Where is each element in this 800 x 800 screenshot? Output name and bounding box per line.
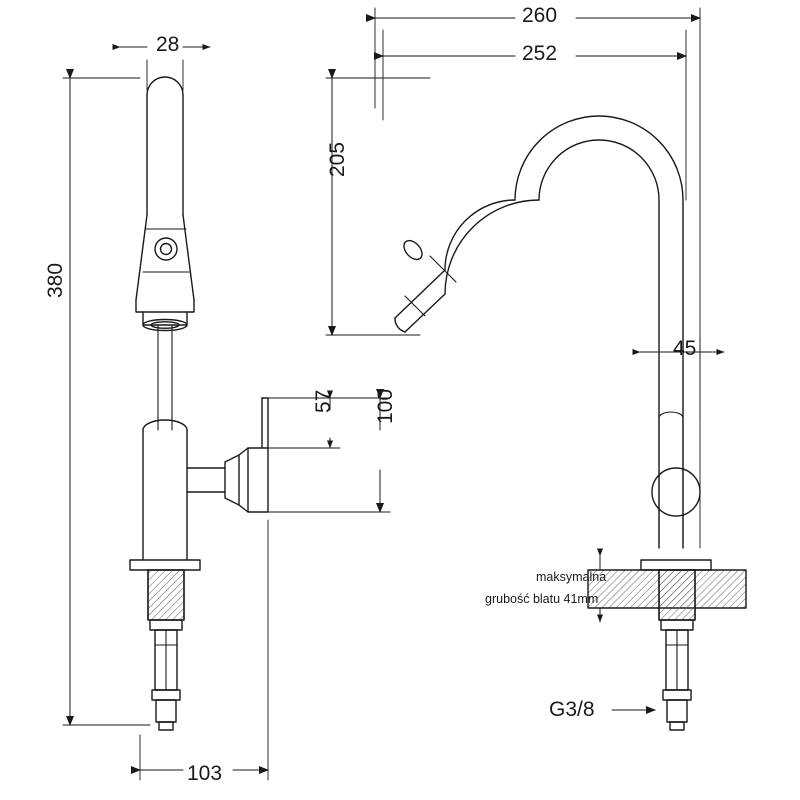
- worktop-note-line2: grubość blatu 41mm: [485, 592, 599, 606]
- worktop-note-line1: maksymalna: [536, 570, 607, 584]
- dimension-spout-width: 28: [156, 33, 180, 56]
- dimension-total-height: 380: [44, 262, 67, 298]
- dimension-base-width: 103: [187, 762, 223, 785]
- dimension-lever-height: 57: [312, 389, 335, 413]
- dimension-handle-total: 100: [374, 388, 397, 424]
- dimension-handle-offset: 45: [673, 337, 697, 360]
- thread-spec-label: G3/8: [549, 698, 595, 721]
- dimension-reach-inner: 252: [522, 42, 558, 65]
- dimension-reach-outer: 260: [522, 4, 558, 27]
- dimension-spout-height: 205: [326, 141, 349, 177]
